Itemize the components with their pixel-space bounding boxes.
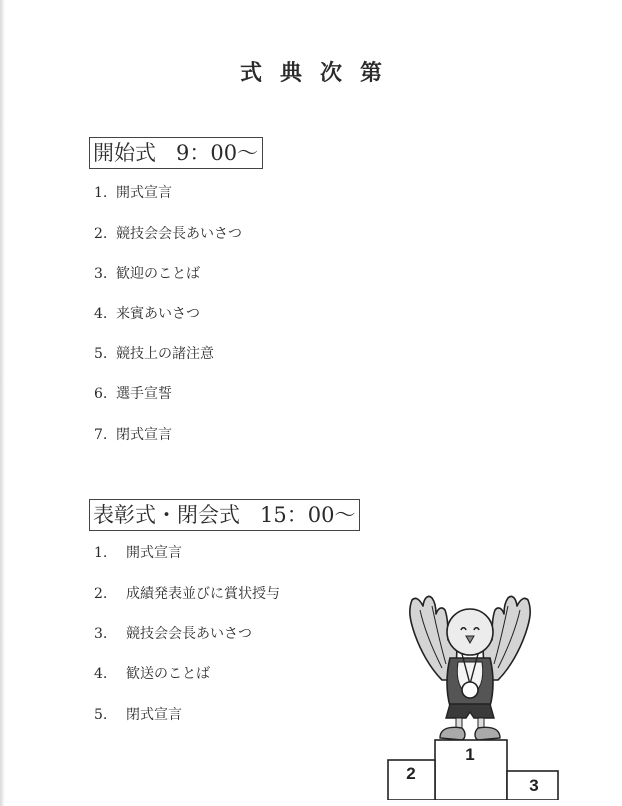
item-text: 閉式宣言: [116, 427, 172, 443]
closing-ceremony-header: [89, 499, 360, 531]
list-item: [94, 625, 252, 643]
list-item: [94, 265, 200, 283]
item-number: 2.: [94, 226, 108, 242]
podium-label-second: 2: [406, 764, 416, 783]
mascot-foot-right: [475, 727, 500, 740]
list-item: [94, 706, 182, 724]
item-number: 4.: [94, 666, 108, 682]
podium-label-third: 3: [529, 776, 539, 795]
item-number: 3.: [94, 266, 108, 282]
opening-time: 9：00〜: [176, 141, 259, 165]
list-item: [94, 665, 210, 683]
item-text: 競技上の諸注意: [116, 346, 214, 362]
mascot-head: [447, 609, 493, 655]
page-edge: [0, 0, 5, 806]
item-number: 1.: [94, 545, 108, 561]
medal: [462, 682, 478, 698]
podium-label-first: 1: [465, 745, 475, 764]
item-text: 来賓あいさつ: [116, 306, 200, 322]
list-item: [94, 184, 172, 202]
list-item: [94, 225, 242, 243]
mascot-foot-left: [440, 727, 465, 740]
mascot-shorts: [446, 704, 494, 718]
item-text: 開式宣言: [126, 545, 182, 561]
item-text: 閉式宣言: [126, 707, 182, 723]
item-text: 歓迎のことば: [116, 266, 200, 282]
closing-heading: 表彰式・閉会式: [93, 503, 240, 527]
list-item: [94, 585, 280, 603]
item-text: 競技会会長あいさつ: [116, 226, 242, 242]
item-text: 競技会会長あいさつ: [126, 626, 252, 642]
list-item: [94, 385, 172, 403]
list-item: [94, 544, 182, 562]
item-text: 開式宣言: [116, 185, 172, 201]
item-number: 1.: [94, 185, 108, 201]
item-text: 選手宣誓: [116, 386, 172, 402]
bird-mascot-on-podium-illustration: [380, 588, 570, 800]
opening-heading: 開始式: [93, 141, 156, 165]
item-text: 歓送のことば: [126, 666, 210, 682]
item-number: 5.: [94, 346, 108, 362]
opening-ceremony-header: [89, 137, 263, 169]
list-item: [94, 305, 200, 323]
mascot-leg-right: [478, 718, 484, 728]
item-number: 4.: [94, 306, 108, 322]
closing-time: 15：00〜: [260, 503, 356, 527]
item-number: 7.: [94, 427, 108, 443]
item-number: 5.: [94, 707, 108, 723]
item-number: 2.: [94, 586, 108, 602]
page-title: 式典次第: [239, 61, 400, 86]
item-number: 6.: [94, 386, 108, 402]
list-item: [94, 426, 172, 444]
item-text: 成績発表並びに賞状授与: [126, 586, 280, 602]
list-item: [94, 345, 214, 363]
item-number: 3.: [94, 626, 108, 642]
mascot-leg-left: [456, 718, 462, 728]
